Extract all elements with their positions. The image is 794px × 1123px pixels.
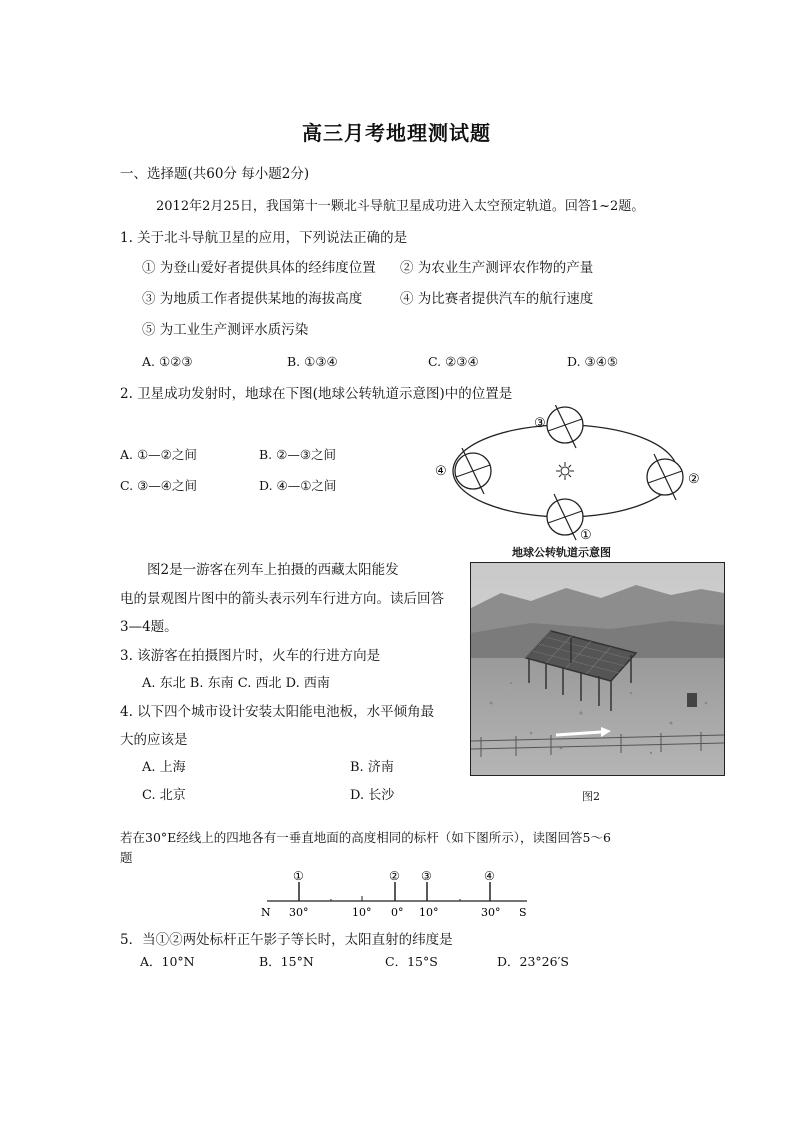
orbit-caption: 地球公转轨道示意图 [512, 546, 611, 559]
q1-item-2: ② 为农业生产测评农作物的产量 [400, 260, 594, 276]
q2-option-c: C. ③—④之间 [120, 478, 197, 493]
orbit-label-4: ④ [435, 464, 447, 479]
intro-q5-6-line2: 题 [120, 850, 133, 865]
q4-option-b: B. 济南 [350, 760, 394, 775]
q1-option-b: B. ①③④ [287, 354, 338, 369]
pole-label-3: ③ [421, 869, 432, 883]
q5-option-a: A．10°N [140, 954, 195, 969]
intro-q5-6-line1: 若在30°E经线上的四地各有一垂直地面的高度相同的标杆（如下图所示），读图回答5～6 [120, 830, 611, 845]
orbit-label-2: ② [688, 472, 700, 487]
q1-item-1: ① 为登山爱好者提供具体的经纬度位置 [142, 260, 376, 276]
tibet-solar-photo [470, 562, 725, 776]
page-title: 高三月考地理测试题 [302, 121, 491, 145]
intro-q1-2: 2012年2月25日，我国第十一颗北斗导航卫星成功进入太空预定轨道。回答1~2题。 [156, 199, 645, 214]
q1-item-5: ⑤ 为工业生产测评水质污染 [142, 322, 309, 338]
q2-option-b: B. ②—③之间 [259, 447, 337, 462]
tick-label-30n: 30° [289, 906, 309, 919]
tick-label-10n: 10° [352, 906, 372, 919]
tick-label-0: 0° [391, 906, 404, 919]
q1-option-c: C. ②③④ [428, 354, 479, 369]
intro-q3-4-line3: 3—4题。 [120, 619, 178, 635]
earth-position-3 [547, 405, 583, 448]
tick-label-10s: 10° [419, 906, 439, 919]
q4-option-d: D. 长沙 [350, 788, 395, 803]
q1-item-4: ④ 为比赛者提供汽车的航行速度 [400, 291, 594, 307]
q2-stem: 2. 卫星成功发射时，地球在下图(地球公转轨道示意图)中的位置是 [120, 386, 513, 402]
orbit-label-1: ① [580, 528, 592, 543]
photo-caption: 图2 [582, 790, 600, 803]
q4-stem-line2: 大的应该是 [120, 732, 188, 748]
axis-label-n: N [261, 906, 271, 919]
sun-icon [556, 462, 574, 480]
q4-option-c: C. 北京 [142, 788, 186, 803]
q5-stem: 5．当①②两处标杆正午影子等长时，太阳直射的纬度是 [120, 932, 453, 948]
q1-option-d: D. ③④⑤ [567, 354, 619, 369]
q5-option-d: D．23°26′S [497, 954, 569, 969]
q3-stem: 3. 该游客在拍摄图片时，火车的行进方向是 [120, 648, 381, 664]
q5-option-c: C．15°S [385, 954, 438, 969]
earth-position-2 [647, 454, 683, 500]
q3-options: A. 东北 B. 东南 C. 西北 D. 西南 [142, 676, 330, 691]
section-heading: 一、选择题(共60分 每小题2分) [120, 166, 310, 182]
q4-option-a: A. 上海 [142, 760, 186, 775]
q1-item-3: ③ 为地质工作者提供某地的海拔高度 [142, 291, 363, 307]
orbit-diagram [430, 405, 720, 555]
earth-position-1 [547, 494, 583, 540]
orbit-label-3: ③ [534, 416, 546, 431]
q1-option-a: A. ①②③ [142, 354, 193, 369]
latitude-axis-diagram [255, 868, 545, 924]
tick-label-30s: 30° [481, 906, 501, 919]
q5-option-b: B．15°N [259, 954, 314, 969]
axis-label-s: S [519, 906, 527, 919]
q2-option-a: A. ①—②之间 [120, 447, 197, 462]
pole-label-2: ② [389, 869, 400, 883]
pole-label-1: ① [293, 869, 304, 883]
q2-option-d: D. ④—①之间 [259, 478, 337, 493]
q4-stem-line1: 4. 以下四个城市设计安装太阳能电池板，水平倾角最 [120, 704, 435, 720]
intro-q3-4-line1: 图2是一游客在列车上拍摄的西藏太阳能发 [147, 562, 399, 578]
pole-label-4: ④ [484, 869, 495, 883]
q1-stem: 1. 关于北斗导航卫星的应用，下列说法正确的是 [120, 230, 408, 246]
intro-q3-4-line2: 电的景观图片图中的箭头表示列车行进方向。读后回答 [120, 591, 444, 607]
